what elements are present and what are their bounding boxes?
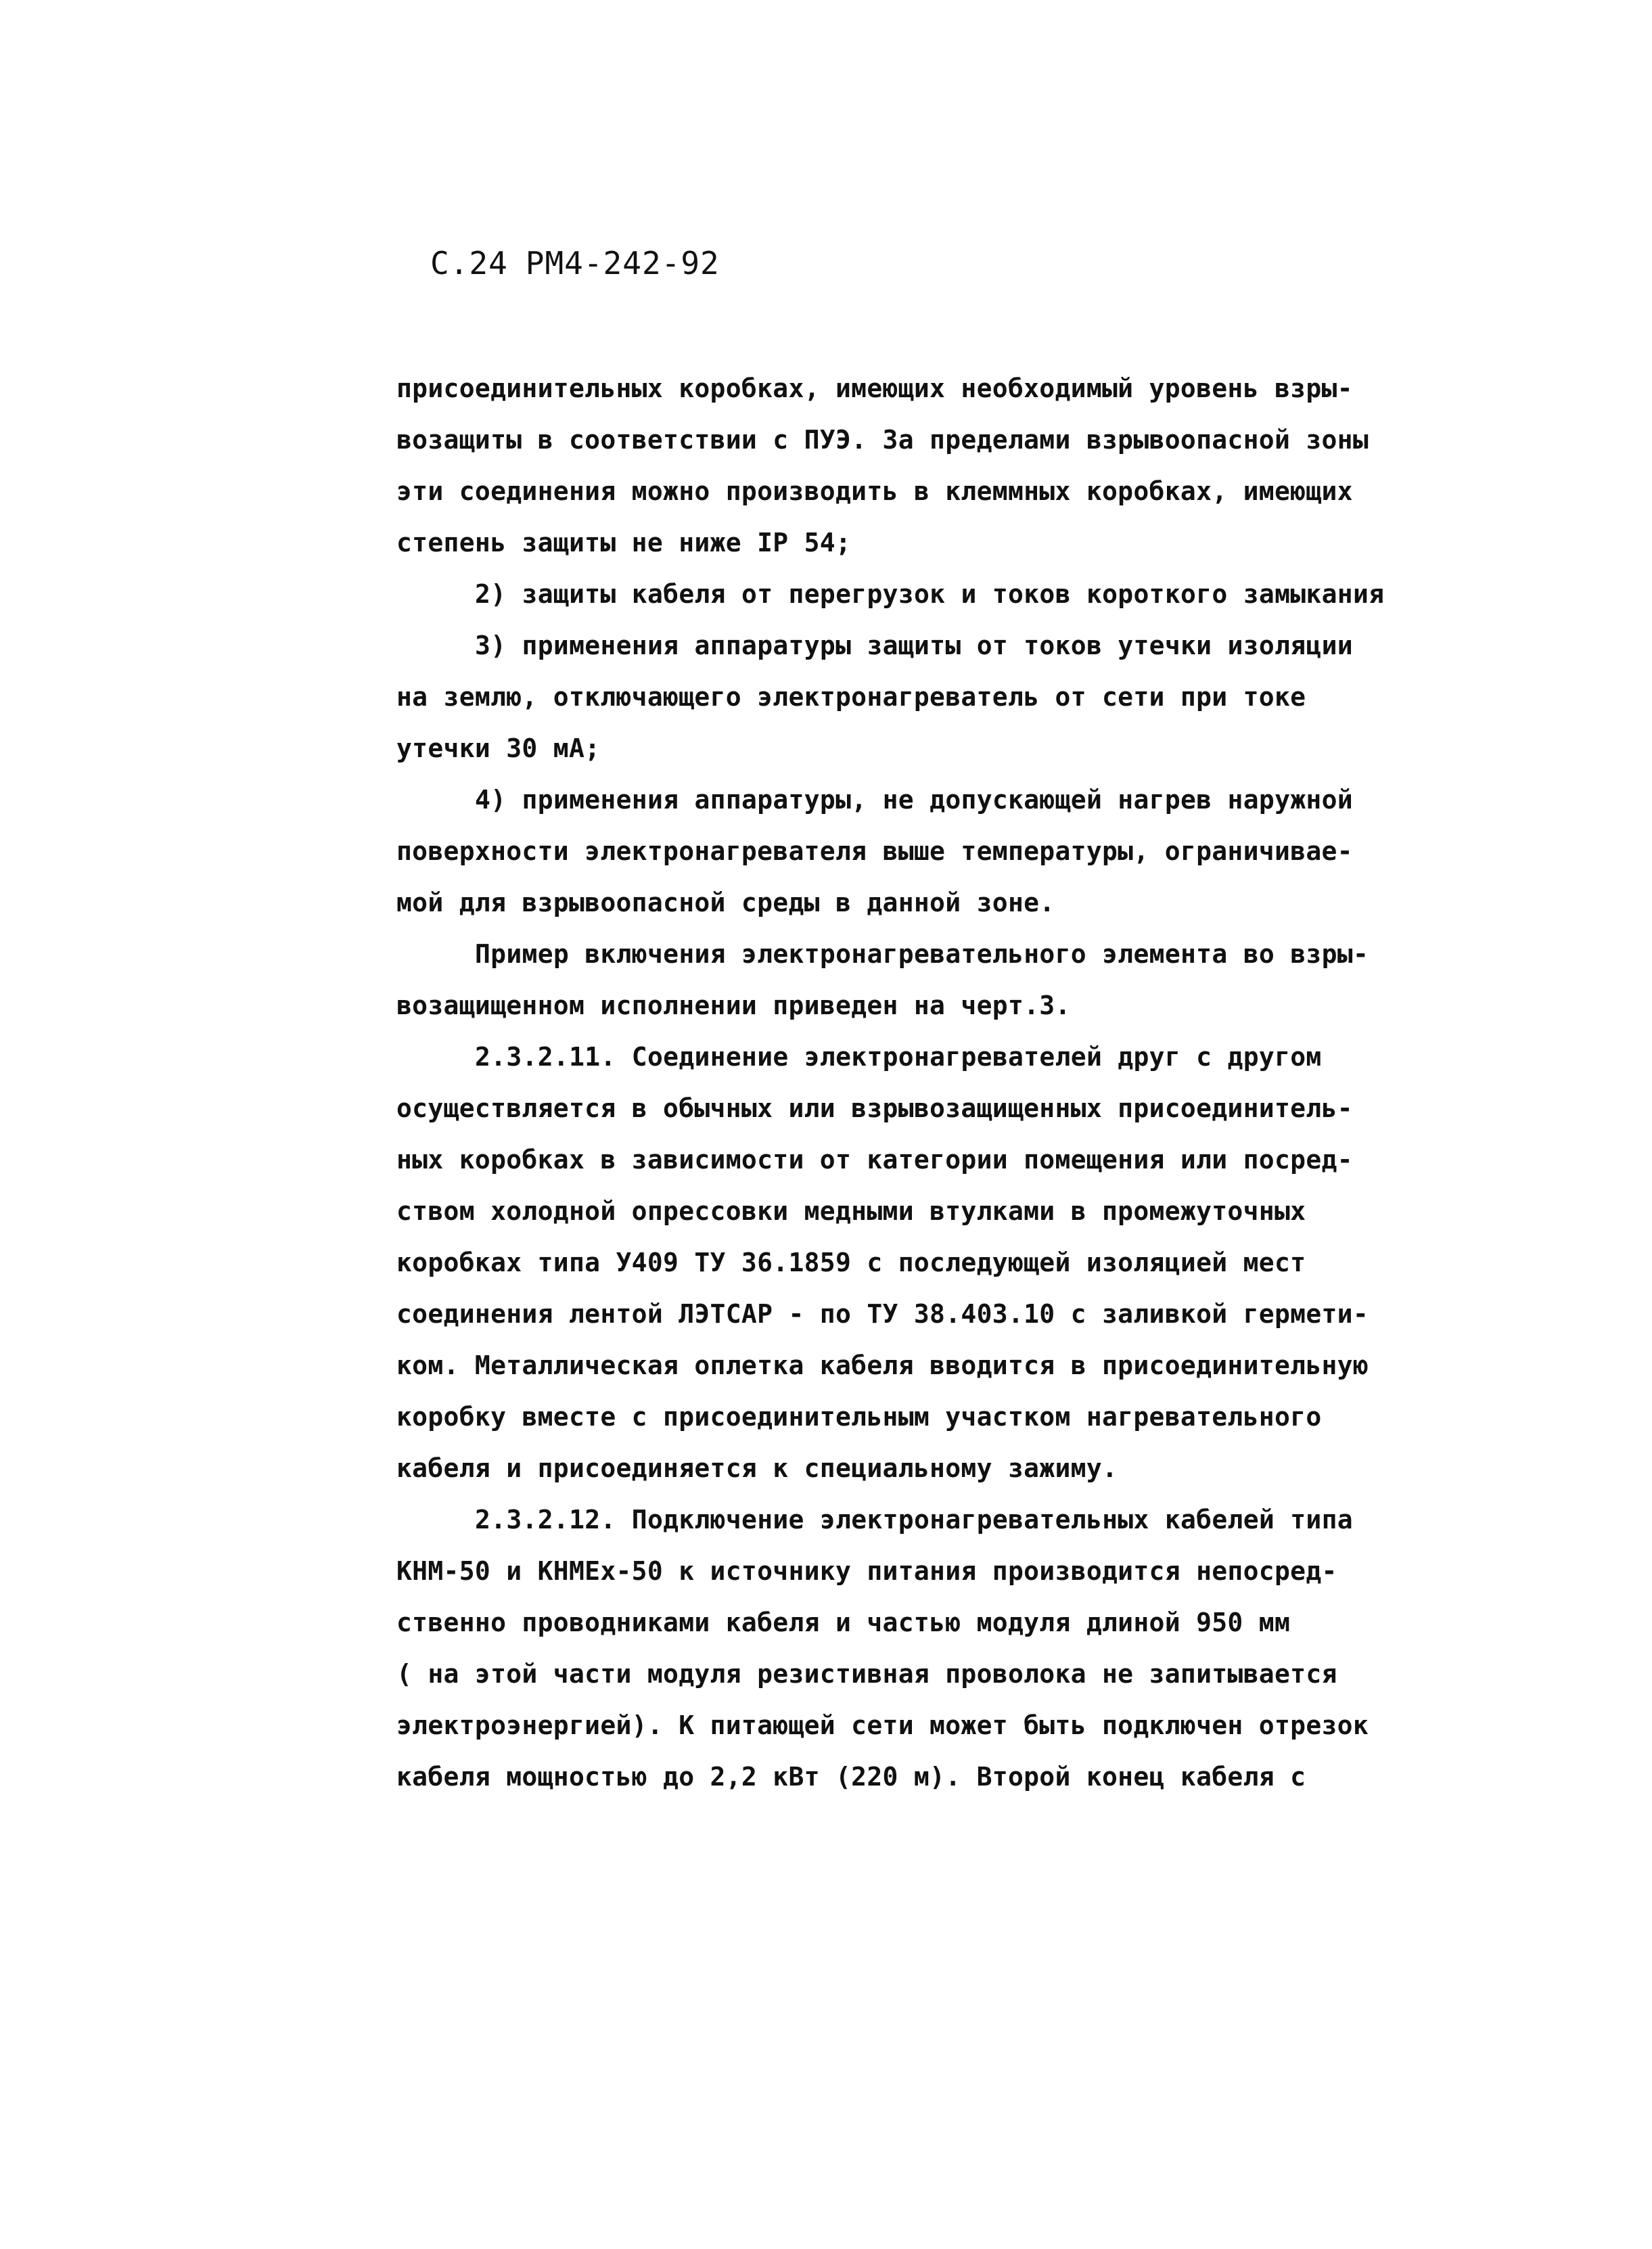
text-line: степень защиты не ниже IP 54; bbox=[396, 528, 852, 558]
page-number: С.24 bbox=[430, 245, 508, 281]
text-line: кабеля и присоединяется к специальному зажиму. bbox=[396, 1453, 1118, 1483]
text-line: КНМ-50 и КНМЕх-50 к источнику питания производится непосред- bbox=[396, 1556, 1337, 1586]
text-line: поверхности электронагревателя выше температуры, ограничивае- bbox=[396, 836, 1353, 866]
text-line: соединения лентой ЛЭТСАР - по ТУ 38.403.10 с заливкой гермети- bbox=[396, 1299, 1369, 1329]
text-line: 2) защиты кабеля от перегрузок и токов короткого замыкания bbox=[475, 579, 1385, 609]
text-line: коробках типа У409 ТУ 36.1859 с последующей изоляцией мест bbox=[396, 1248, 1306, 1277]
text-line: 2.3.2.11. Соединение электронагревателей друг с другом bbox=[475, 1042, 1322, 1072]
text-line: Пример включения электронагревательного элемента во взры- bbox=[475, 939, 1369, 969]
document-code: РМ4-242-92 bbox=[525, 245, 720, 281]
text-line: коробку вместе с присоединительным участком нагревательного bbox=[396, 1402, 1322, 1432]
text-line: ком. Металлическая оплетка кабеля вводится в присоединительную bbox=[396, 1350, 1369, 1380]
page-header bbox=[430, 245, 720, 281]
text-line: на землю, отключающего электронагреватель от сети при токе bbox=[396, 682, 1306, 712]
text-line: электроэнергией). К питающей сети может быть подключен отрезок bbox=[396, 1710, 1369, 1740]
text-line: 2.3.2.12. Подключение электронагревательных кабелей типа bbox=[475, 1505, 1353, 1535]
text-line: присоединительных коробках, имеющих необходимый уровень взры- bbox=[396, 373, 1353, 403]
text-line: 3) применения аппаратуры защиты от токов утечки изоляции bbox=[475, 631, 1353, 660]
text-line: ( на этой части модуля резистивная проволока не запитывается bbox=[396, 1659, 1337, 1689]
text-line: ных коробках в зависимости от категории помещения или посред- bbox=[396, 1145, 1353, 1175]
text-line: ством холодной опрессовки медными втулками в промежуточных bbox=[396, 1196, 1306, 1226]
text-line: 4) применения аппаратуры, не допускающей нагрев наружной bbox=[475, 785, 1353, 815]
text-line: эти соединения можно производить в клеммных коробках, имеющих bbox=[396, 476, 1353, 506]
text-line: ственно проводниками кабеля и частью модуля длиной 950 мм bbox=[396, 1608, 1291, 1637]
text-line: осуществляется в обычных или взрывозащищенных присоединитель- bbox=[396, 1093, 1353, 1123]
text-line: утечки 30 мА; bbox=[396, 733, 601, 763]
text-line: кабеля мощностью до 2,2 кВт (220 м). Второй конец кабеля с bbox=[396, 1762, 1306, 1792]
text-line: возащиты в соответствии с ПУЭ. За пределами взрывоопасной зоны bbox=[396, 425, 1369, 455]
text-line: мой для взрывоопасной среды в данной зоне. bbox=[396, 888, 1055, 917]
text-line: возащищенном исполнении приведен на черт.3. bbox=[396, 991, 1071, 1020]
